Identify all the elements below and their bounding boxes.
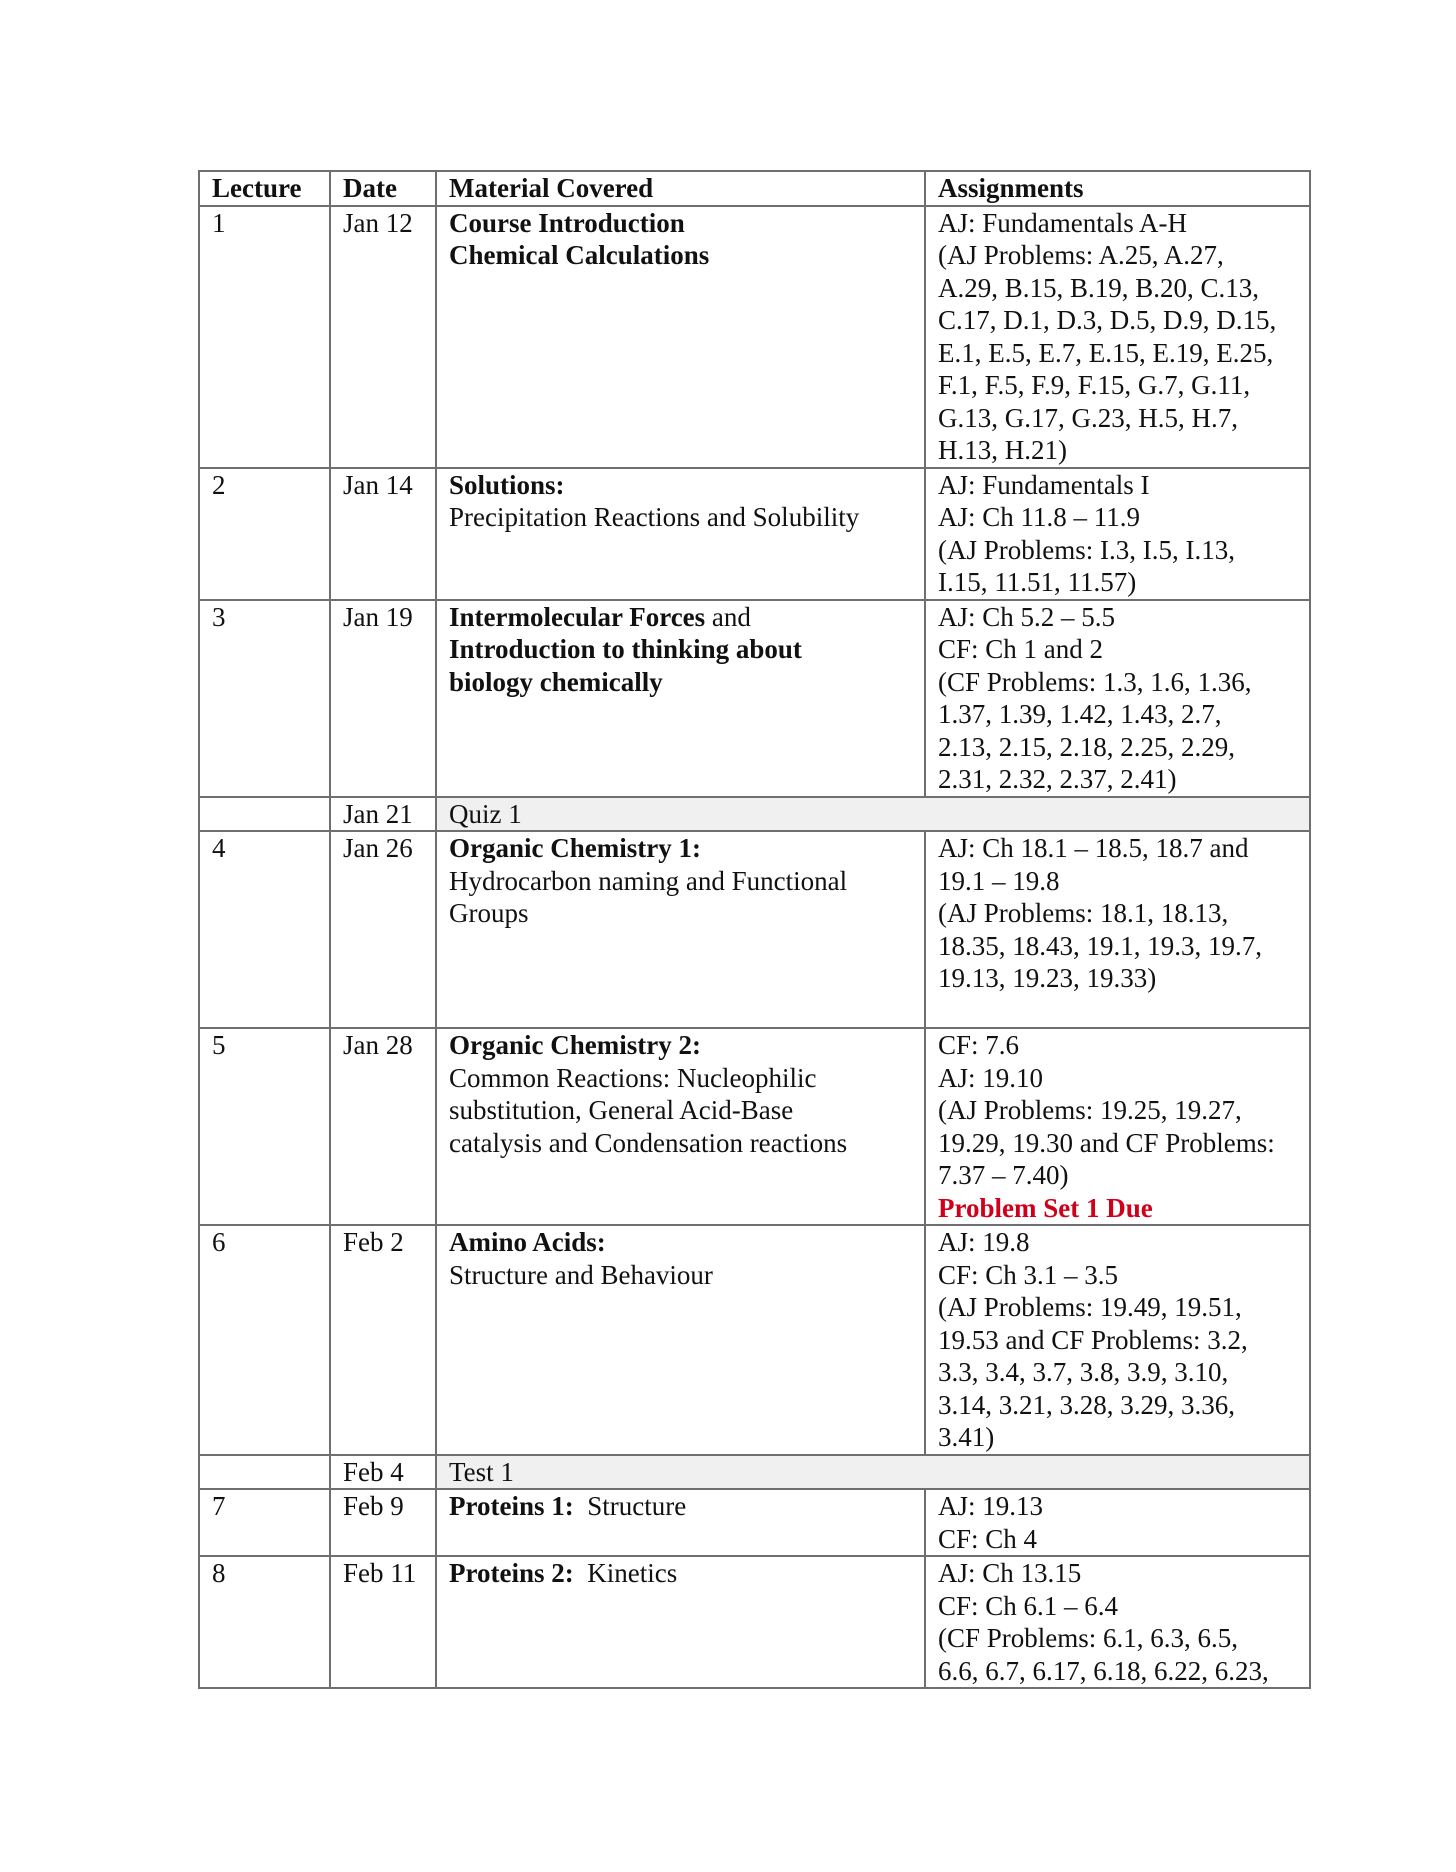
material-covered — [436, 206, 925, 468]
lecture-date: Jan 19 — [330, 600, 436, 797]
material-title: Chemical Calculations — [449, 240, 710, 270]
assignment-line: AJ: 19.13 — [938, 1491, 1044, 1521]
assignment-line: AJ: 19.8 — [938, 1227, 1030, 1257]
schedule-document — [198, 170, 1309, 1689]
material-title: Amino Acids: — [449, 1227, 606, 1257]
table-row — [199, 1556, 1310, 1688]
material-description: Groups — [449, 898, 529, 928]
header-assignments: Assignments — [925, 171, 1310, 206]
material-title: Introduction to thinking about — [449, 634, 802, 664]
assignments-cell — [925, 831, 1310, 1028]
assignment-line: (AJ Problems: 19.49, 19.51, — [938, 1292, 1242, 1322]
assignment-line: (AJ Problems: 19.25, 19.27, — [938, 1095, 1242, 1125]
assignment-line: H.13, H.21) — [938, 435, 1067, 465]
assignment-line: 7.37 – 7.40) — [938, 1160, 1069, 1190]
lecture-date: Feb 2 — [330, 1225, 436, 1455]
material-title: Proteins 2: — [449, 1558, 574, 1588]
header-row — [199, 171, 1310, 206]
lecture-date: Jan 26 — [330, 831, 436, 1028]
assignment-line: 1.37, 1.39, 1.42, 1.43, 2.7, — [938, 699, 1222, 729]
lecture-date: Feb 9 — [330, 1489, 436, 1556]
assignment-line: 6.6, 6.7, 6.17, 6.18, 6.22, 6.23, — [938, 1655, 1269, 1686]
assignment-line: 19.1 – 19.8 — [938, 865, 1060, 896]
event-label: Test 1 — [436, 1455, 1310, 1490]
assignments-cell — [925, 1028, 1310, 1225]
lecture-number: 2 — [199, 468, 330, 600]
lecture-number: 3 — [199, 600, 330, 797]
event-label: Quiz 1 — [436, 797, 1310, 832]
table-row — [199, 1225, 1310, 1455]
header-date: Date — [330, 171, 436, 206]
assignments-cell — [925, 600, 1310, 797]
assignment-line: (CF Problems: 1.3, 1.6, 1.36, — [938, 666, 1252, 697]
material-title: Course Introduction — [449, 207, 685, 238]
lecture-number: 4 — [199, 831, 330, 1028]
empty-lecture-cell — [199, 797, 330, 832]
material-title: Intermolecular Forces — [449, 601, 706, 632]
material-connector: and — [705, 601, 751, 632]
assignment-line: 3.3, 3.4, 3.7, 3.8, 3.9, 3.10, — [938, 1357, 1229, 1387]
material-description: Common Reactions: Nucleophilic — [449, 1062, 817, 1093]
material-covered — [436, 468, 925, 600]
lecture-number: 8 — [199, 1556, 330, 1688]
header-material: Material Covered — [436, 171, 925, 206]
assignment-line: AJ: Ch 13.15 — [938, 1558, 1082, 1588]
assignment-line: I.15, 11.51, 11.57) — [938, 567, 1137, 597]
material-title: biology chemically — [449, 666, 663, 697]
material-covered — [436, 1556, 925, 1688]
assignment-line: AJ: Ch 5.2 – 5.5 — [938, 601, 1116, 632]
assignment-line: CF: Ch 4 — [938, 1523, 1038, 1554]
assignment-line: F.1, F.5, F.9, F.15, G.7, G.11, — [938, 370, 1251, 400]
material-description: Structure — [573, 1491, 687, 1521]
assignment-line: 3.41) — [938, 1422, 995, 1452]
assignment-line: 19.29, 19.30 and CF Problems: — [938, 1127, 1275, 1158]
lecture-number: 6 — [199, 1225, 330, 1455]
material-description: catalysis and Condensation reactions — [449, 1127, 848, 1158]
assignments-cell — [925, 1225, 1310, 1455]
assignment-line: AJ: Ch 11.8 – 11.9 — [938, 502, 1141, 532]
lecture-date: Jan 28 — [330, 1028, 436, 1225]
assignment-line: AJ: Fundamentals I — [938, 469, 1150, 500]
material-covered — [436, 1489, 925, 1556]
assignment-line: CF: Ch 6.1 – 6.4 — [938, 1590, 1119, 1621]
assignment-line: AJ: 19.10 — [938, 1062, 1044, 1093]
assignments-cell — [925, 206, 1310, 468]
lecture-number: 5 — [199, 1028, 330, 1225]
material-title: Solutions: — [449, 469, 565, 500]
material-description: Precipitation Reactions and Solubility — [449, 502, 860, 532]
assignment-line: CF: Ch 3.1 – 3.5 — [938, 1259, 1119, 1290]
table-row — [199, 206, 1310, 468]
lecture-date: Jan 12 — [330, 206, 436, 468]
assignment-line: (CF Problems: 6.1, 6.3, 6.5, — [938, 1623, 1239, 1653]
assignment-line: 18.35, 18.43, 19.1, 19.3, 19.7, — [938, 930, 1262, 961]
material-title: Organic Chemistry 2: — [449, 1030, 701, 1060]
assignment-line: (AJ Problems: A.25, A.27, — [938, 240, 1224, 270]
assignment-line: 19.13, 19.23, 19.33) — [938, 963, 1157, 993]
assignment-line: (AJ Problems: 18.1, 18.13, — [938, 898, 1229, 928]
empty-lecture-cell — [199, 1455, 330, 1490]
event-date: Feb 4 — [330, 1455, 436, 1490]
course-schedule-table — [198, 170, 1311, 1689]
assignment-line: A.29, B.15, B.19, B.20, C.13, — [938, 272, 1260, 303]
assignment-line: E.1, E.5, E.7, E.15, E.19, E.25, — [938, 337, 1274, 368]
event-row — [199, 1455, 1310, 1490]
material-title: Organic Chemistry 1: — [449, 833, 701, 863]
assignment-line: 19.53 and CF Problems: 3.2, — [938, 1324, 1248, 1355]
material-covered — [436, 600, 925, 797]
event-date: Jan 21 — [330, 797, 436, 832]
assignment-line: AJ: Fundamentals A-H — [938, 207, 1187, 238]
material-description: substitution, General Acid-Base — [449, 1095, 794, 1125]
assignment-line: CF: 7.6 — [938, 1030, 1020, 1060]
assignments-cell — [925, 1556, 1310, 1688]
assignments-cell — [925, 468, 1310, 600]
lecture-date: Feb 11 — [330, 1556, 436, 1688]
assignment-line: G.13, G.17, G.23, H.5, H.7, — [938, 402, 1238, 433]
material-description: Structure and Behaviour — [449, 1259, 713, 1290]
table-row — [199, 600, 1310, 797]
due-notice: Problem Set 1 Due — [938, 1192, 1153, 1223]
assignments-cell — [925, 1489, 1310, 1556]
assignment-line: C.17, D.1, D.3, D.5, D.9, D.15, — [938, 305, 1277, 335]
table-row — [199, 468, 1310, 600]
assignment-line: (AJ Problems: I.3, I.5, I.13, — [938, 534, 1235, 565]
lecture-number: 1 — [199, 206, 330, 468]
assignment-line: 2.13, 2.15, 2.18, 2.25, 2.29, — [938, 731, 1235, 762]
header-lecture: Lecture — [199, 171, 330, 206]
material-covered — [436, 1028, 925, 1225]
assignment-line: CF: Ch 1 and 2 — [938, 634, 1104, 664]
material-title: Proteins 1: — [449, 1491, 574, 1521]
assignment-line: 2.31, 2.32, 2.37, 2.41) — [938, 764, 1177, 794]
table-row — [199, 1489, 1310, 1556]
lecture-number: 7 — [199, 1489, 330, 1556]
event-row — [199, 797, 1310, 832]
assignment-line: AJ: Ch 18.1 – 18.5, 18.7 and — [938, 833, 1249, 863]
material-covered — [436, 1225, 925, 1455]
table-row — [199, 1028, 1310, 1225]
table-row — [199, 831, 1310, 1028]
assignment-line: 3.14, 3.21, 3.28, 3.29, 3.36, — [938, 1389, 1235, 1420]
material-description: Kinetics — [573, 1558, 678, 1588]
material-covered — [436, 831, 925, 1028]
material-description: Hydrocarbon naming and Functional — [449, 865, 848, 896]
lecture-date: Jan 14 — [330, 468, 436, 600]
